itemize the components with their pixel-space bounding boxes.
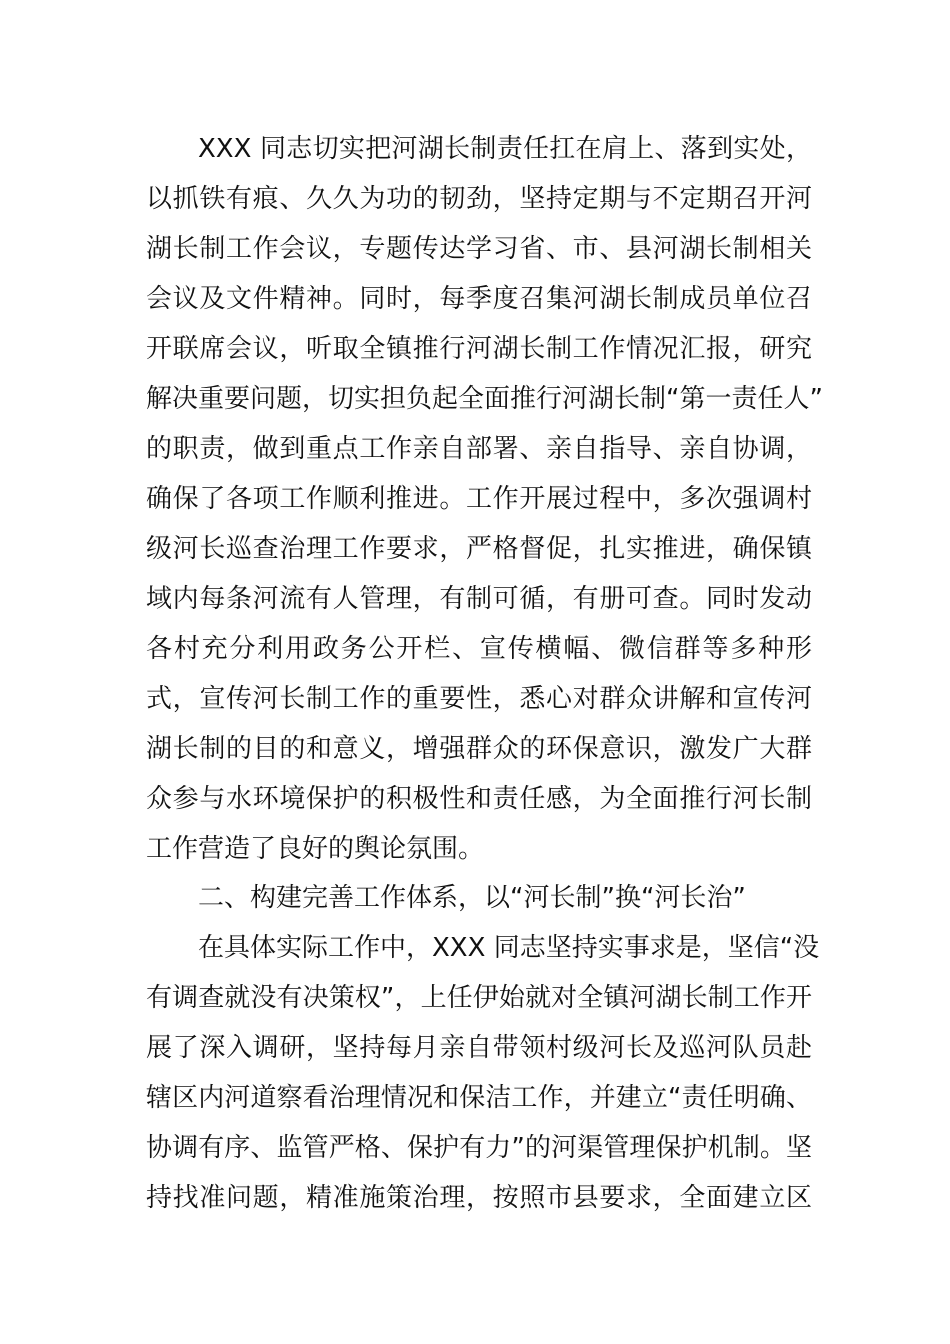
paragraph-line: 湖长制工作会议，专题传达学习省、市、县河湖长制相关 — [146, 234, 812, 264]
paragraph-line: 湖长制的目的和意义，增强群众的环保意识，激发广大群 — [146, 734, 812, 764]
paragraph-line: 工作营造了良好的舆论氛围。 — [146, 834, 485, 864]
paragraph-line: 式，宣传河长制工作的重要性，悉心对群众讲解和宣传河 — [146, 684, 812, 714]
paragraph-line: 确保了各项工作顺利推进。工作开展过程中，多次强调村 — [146, 484, 812, 514]
paragraph-line: 级河长巡查治理工作要求，严格督促，扎实推进，确保镇 — [146, 534, 812, 564]
paragraph-line: 开联席会议，听取全镇推行河湖长制工作情况汇报，研究 — [146, 334, 812, 364]
paragraph-line: 辖区内河道察看治理情况和保洁工作，并建立“责任明确、 — [146, 1083, 812, 1113]
paragraph-line: 域内每条河流有人管理，有制可循，有册可查。同时发动 — [146, 584, 812, 614]
paragraph-line: 以抓铁有痕、久久为功的韧劲，坚持定期与不定期召开河 — [146, 184, 812, 214]
paragraph-line: 的职责，做到重点工作亲自部署、亲自指导、亲自协调， — [146, 434, 812, 464]
paragraph-1 — [146, 124, 823, 874]
section-2 — [146, 873, 820, 1223]
paragraph-line: 持找准问题，精准施策治理，按照市县要求，全面建立区 — [146, 1183, 812, 1213]
paragraph-line: 各村充分利用政务公开栏、宣传横幅、微信群等多种形 — [146, 634, 812, 664]
paragraph-line: 协调有序、监管严格、保护有力”的河渠管理保护机制。坚 — [146, 1133, 812, 1163]
paragraph-line: XXX 同志切实把河湖长制责任扛在肩上、落到实处， — [198, 134, 812, 164]
paragraph-line: 众参与水环境保护的积极性和责任感，为全面推行河长制 — [146, 784, 812, 814]
section-heading: 二、构建完善工作体系，以“河长制”换“河长治” — [198, 883, 746, 913]
paragraph-line: 在具体实际工作中，XXX 同志坚持实事求是，坚信“没 — [198, 933, 820, 963]
paragraph-line: 有调查就没有决策权”，上任伊始就对全镇河湖长制工作开 — [146, 983, 812, 1013]
paragraph-line: 解决重要问题，切实担负起全面推行河湖长制“第一责任人” — [146, 384, 823, 414]
paragraph-line: 会议及文件精神。同时，每季度召集河湖长制成员单位召 — [146, 284, 812, 314]
paragraph-line: 展了深入调研，坚持每月亲自带领村级河长及巡河队员赴 — [146, 1033, 812, 1063]
